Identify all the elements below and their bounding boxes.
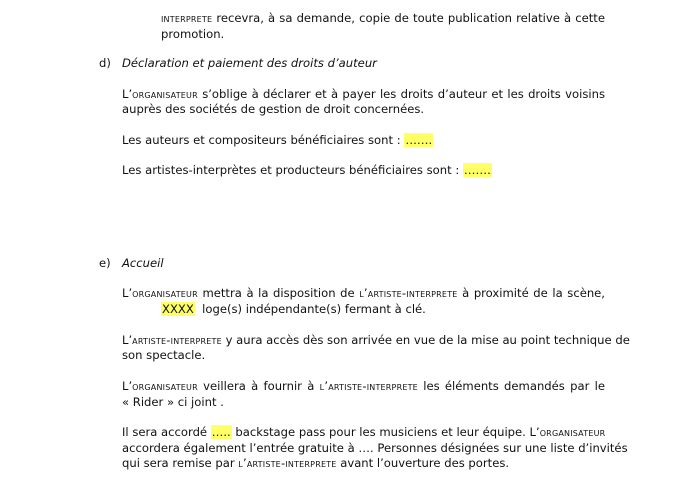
text-span: les éléments demandés par le <box>417 379 606 393</box>
text-span: « Rider » ci joint . <box>122 395 224 409</box>
term-organisateur: organisateur <box>132 379 198 393</box>
paragraph-line <box>122 395 224 410</box>
paragraph-line <box>122 441 628 456</box>
paragraph-line <box>122 425 605 440</box>
section-label-d: d) <box>99 56 111 70</box>
paragraph-line <box>122 102 424 117</box>
section-label-e: e) <box>99 256 111 270</box>
text-span: recevra, à sa demande, copie de toute publication relative à cette <box>212 11 605 25</box>
text-span: L’ <box>122 286 133 300</box>
placeholder-highlight: ……. <box>463 163 491 177</box>
text-span: L’ <box>122 379 133 393</box>
placeholder-highlight: ….. <box>211 425 231 439</box>
text-span: qui sera remise par <box>122 456 239 470</box>
section-title-d: Déclaration et paiement des droits d’auteur <box>122 56 377 70</box>
text-span: y aura accès dès son arrivée en vue de la mise au point technique de <box>221 333 630 347</box>
text-span: auprès des sociétés de gestion de droit concernées. <box>122 102 425 116</box>
text-span: promotion. <box>161 27 225 41</box>
text-span: veillera à fournir à <box>197 379 320 393</box>
paragraph-line <box>161 27 224 42</box>
text-span: L’ <box>122 333 133 347</box>
text-span: backstage pass pour les musiciens et leur équipe. L’ <box>231 425 540 439</box>
text-span: Il sera accordé <box>122 425 211 439</box>
text-span: loge(s) indépendante(s) fermant à clé. <box>194 302 426 316</box>
paragraph-line <box>161 11 605 26</box>
term-artiste-interprete: l’artiste-interprete <box>238 456 337 470</box>
section-title-e: Accueil <box>122 256 164 270</box>
term-organisateur: organisateur <box>539 425 606 439</box>
text-span: accordera également l’entrée gratuite à …. Personnes désignées sur une liste d’invités <box>122 441 628 455</box>
paragraph-line <box>122 87 605 102</box>
paragraph-line <box>122 333 630 348</box>
paragraph-line <box>122 163 492 178</box>
paragraph-line <box>122 348 205 363</box>
text-span: L’ <box>122 87 133 101</box>
term-organisateur: organisateur <box>132 286 198 300</box>
paragraph-line <box>122 133 433 148</box>
text-span: mettra à la disposition de <box>197 286 360 300</box>
paragraph-line <box>161 302 426 317</box>
text-span: s’oblige à déclarer et à payer les droits d’auteur et les droits voisins <box>197 87 605 101</box>
term-interprete: interprete <box>161 11 213 25</box>
placeholder-highlight: XXXX <box>162 302 194 316</box>
text-span: avant l’ouverture des portes. <box>336 456 510 470</box>
text-span: Les auteurs et compositeurs bénéficiaires sont : <box>122 133 405 147</box>
paragraph-line <box>122 379 605 394</box>
term-organisateur: organisateur <box>132 87 198 101</box>
term-artiste-interprete: l’artiste-interprete <box>319 379 418 393</box>
text-span: son spectacle. <box>122 348 206 362</box>
placeholder-highlight: ……. <box>405 133 433 147</box>
paragraph-line <box>122 456 509 471</box>
paragraph-line <box>122 286 605 301</box>
text-span: à proximité de la scène, <box>457 286 605 300</box>
term-artiste-interprete: l’artiste-interprete <box>359 286 458 300</box>
term-artiste-interprete: artiste-interprete <box>132 333 222 347</box>
text-span: Les artistes-interprètes et producteurs bénéficiaires sont : <box>122 163 463 177</box>
